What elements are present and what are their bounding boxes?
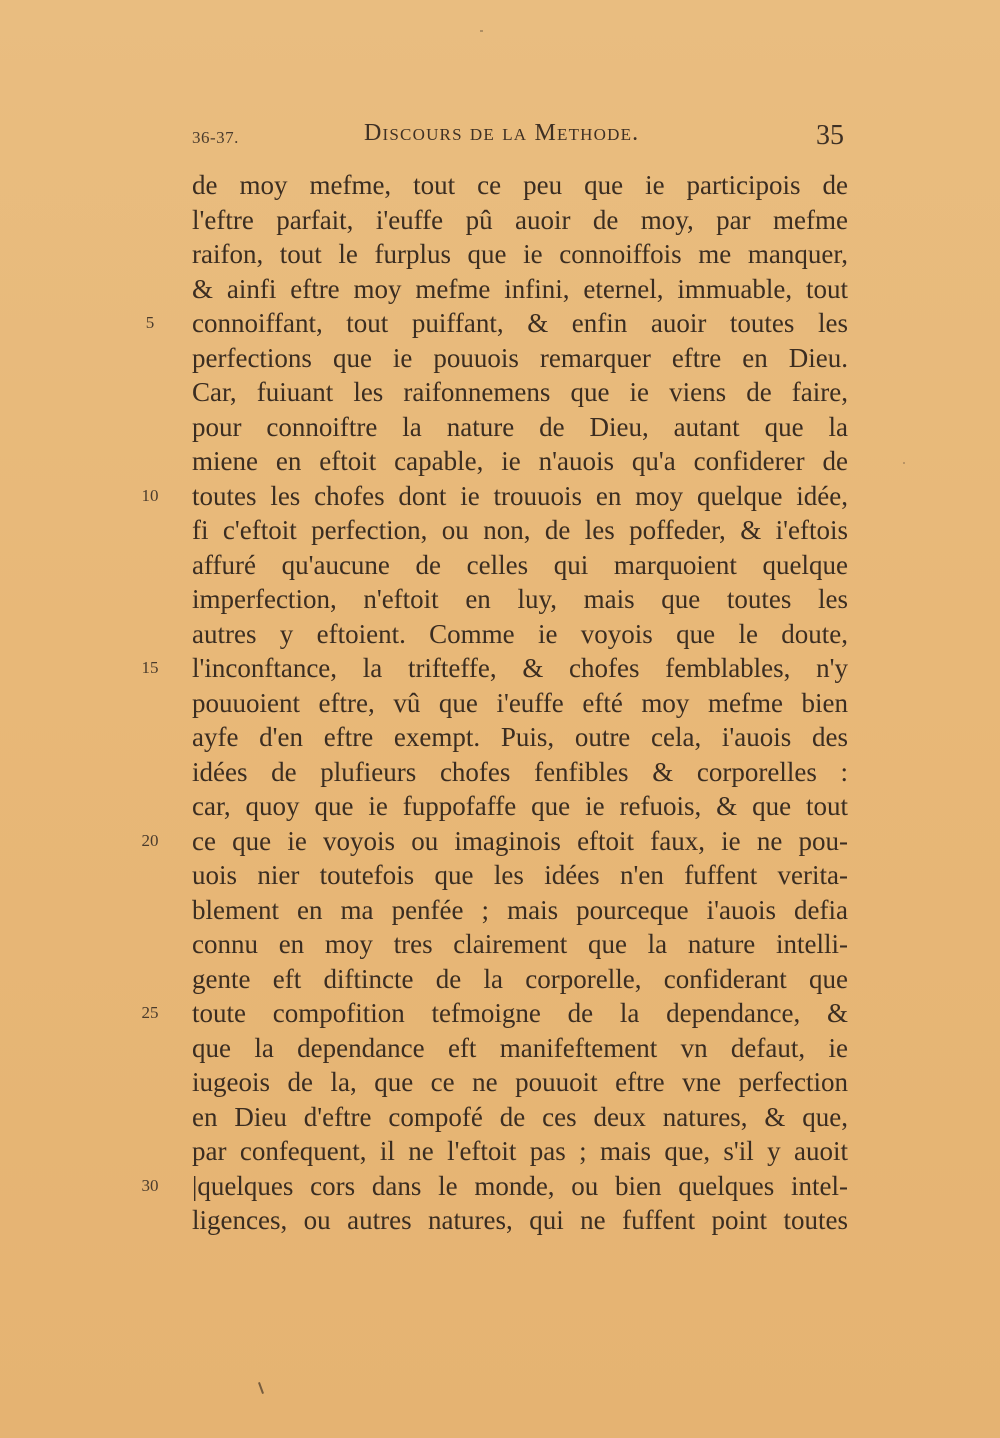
running-header [192,120,852,156]
text-line: fi c'eftoit perfection, ou non, de les poffeder, & i'eftois [192,515,848,545]
text-line: & ainfi eftre moy mefme infini, eternel, immuable, tout [192,273,848,304]
ink-mark [258,1382,264,1394]
text-line: idées de plufieurs chofes fenfibles & corporelles : [192,756,848,787]
text-line: perfections que ie pouuois remarquer eftre en Dieu. [192,342,848,373]
text-line: toute compofition tefmoigne de la dependance, & [192,998,848,1028]
text-line: de moy mefme, tout ce peu que ie participois de [192,170,848,200]
page-number: 35 [816,120,844,151]
margin-line-number: 5 [145,313,155,332]
text-line: raifon, tout le furplus que ie connoiffois me manquer, [192,239,848,269]
header-title: Discours de la Methode. [364,120,640,146]
text-line: toutes les chofes dont ie trouuois en moy quelque idée, [192,480,848,511]
text-line: l'inconftance, la trifteffe, & chofes femblables, n'y [192,653,848,683]
text-line: Car, fuiuant les raifonnemens que ie viens de faire, [192,377,848,407]
page-speck [480,30,483,32]
text-line: miene en eftoit capable, ie n'auois qu'a confiderer de [192,446,848,476]
text-line: pour connoiftre la nature de Dieu, autant que la [192,411,848,442]
margin-line-number: 15 [141,658,159,677]
text-line: connu en moy tres clairement que la nature intelli- [192,929,848,959]
margin-line-number: 10 [141,485,159,505]
header-page-range: 36-37. [192,128,239,147]
text-line: l'eftre parfait, i'euffe pû auoir de moy, par mefme [192,204,848,235]
text-line: uois nier toutefois que les idées n'en fuffent verita- [192,860,848,890]
text-line: ligences, ou autres natures, qui ne fuffent point toutes [192,1205,848,1235]
text-line: ayfe d'en eftre exempt. Puis, outre cela, i'auois des [192,722,848,752]
text-line: que la dependance eft manifeftement vn defaut, ie [192,1032,848,1063]
text-line: en Dieu d'eftre compofé de ces deux natures, & que, [192,1101,848,1132]
text-line: car, quoy que ie fuppofaffe que ie refuois, & que tout [192,791,848,821]
text-line: affuré qu'aucune de celles qui marquoient quelque [192,549,848,580]
text-line: par confequent, il ne l'eftoit pas ; mais que, s'il y auoit [192,1136,848,1166]
margin-line-number: 25 [141,1003,159,1022]
page-speck [903,462,905,464]
margin-line-number: 20 [141,830,159,850]
text-line: iugeois de la, que ce ne pouuoit eftre vne perfection [192,1067,848,1097]
body-text [192,168,848,1238]
text-line: autres y eftoient. Comme ie voyois que le doute, [192,618,848,649]
text-line: ce que ie voyois ou imaginois eftoit faux, ie ne pou- [192,825,848,856]
text-line: |quelques cors dans le monde, ou bien quelques intel- [192,1170,848,1201]
text-line: blement en ma penfée ; mais pourceque i'auois defia [192,894,848,925]
text-line: imperfection, n'eftoit en luy, mais que toutes les [192,584,848,614]
margin-line-number: 30 [141,1175,159,1195]
text-line: gente eft diftincte de la corporelle, confiderant que [192,963,848,994]
text-line: pouuoient eftre, vû que i'euffe efté moy mefme bien [192,687,848,718]
text-line: connoiffant, tout puiffant, & enfin auoir toutes les [192,308,848,338]
